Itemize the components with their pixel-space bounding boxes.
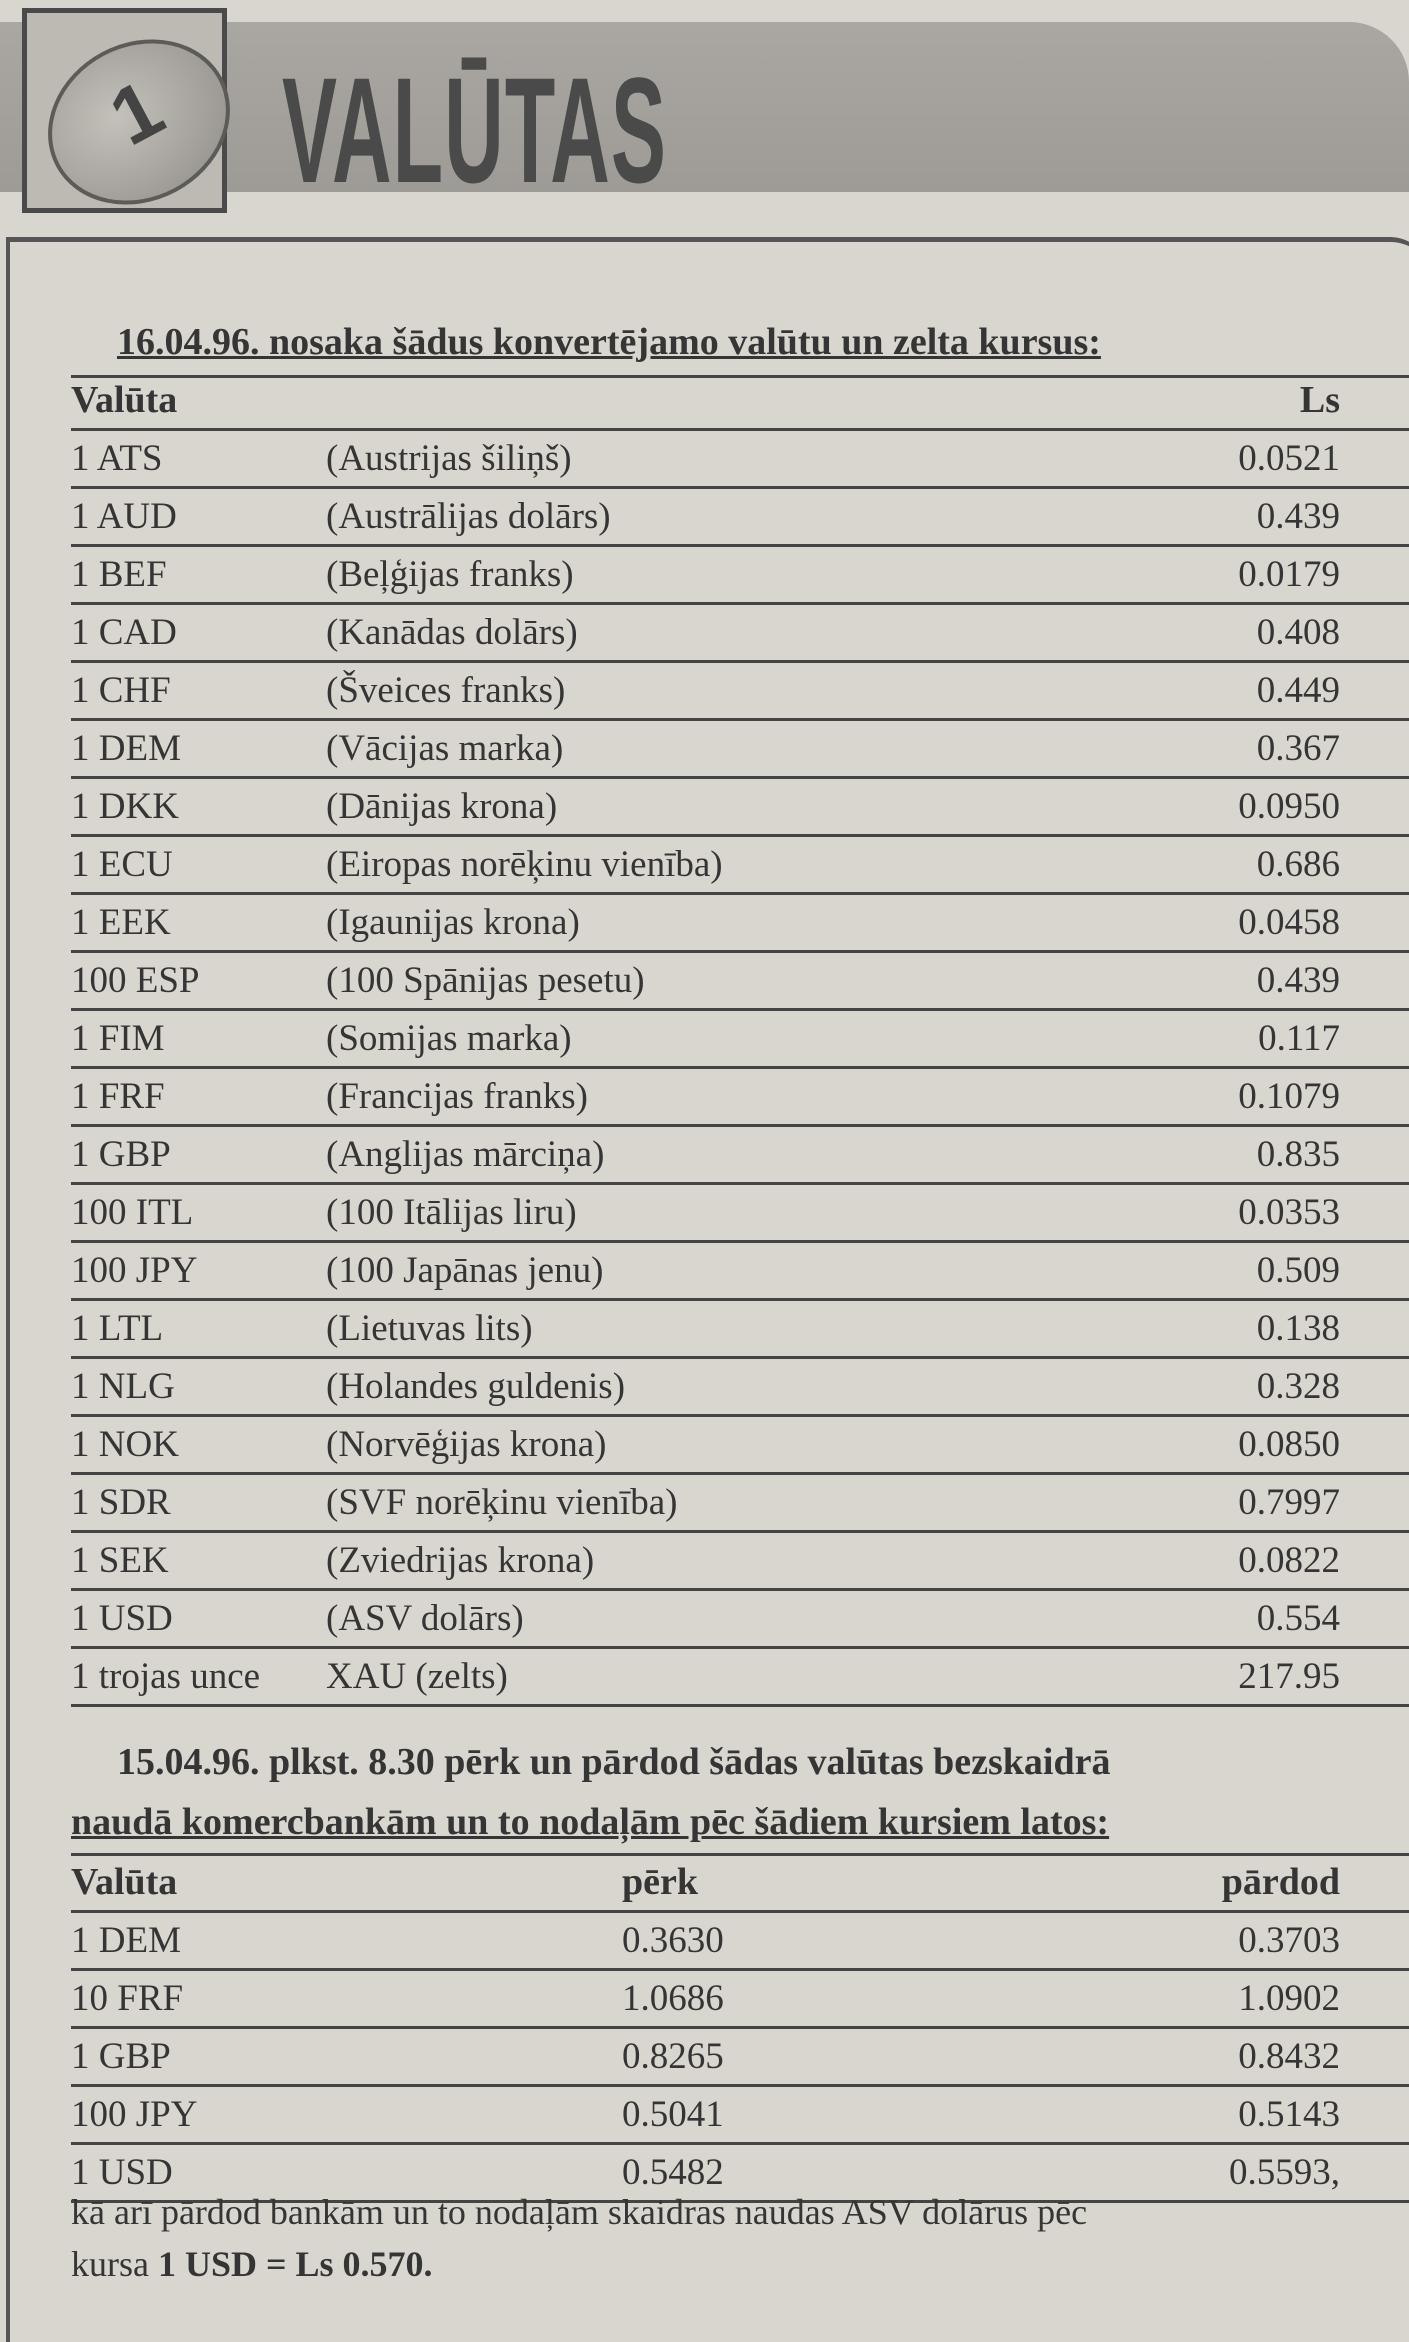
col-currency: Valūta [71, 379, 178, 421]
currency-name: (Somijas marka) [326, 1018, 572, 1059]
currency-rate: 0.7997 [1238, 1482, 1340, 1523]
currency-code: 1 DKK [71, 786, 179, 827]
currency-rate: 0.328 [1256, 1366, 1340, 1407]
coin-icon: 1 [19, 8, 259, 236]
buy-rate: 0.5482 [622, 2152, 724, 2193]
currency-code: 1 EEK [71, 902, 171, 943]
currency-code: 100 JPY [71, 2094, 198, 2135]
currency-code: 1 BEF [71, 554, 167, 595]
currency-code: 1 USD [71, 1598, 173, 1639]
currency-name: (Austrijas šiliņš) [326, 438, 572, 479]
currency-code: 100 ITL [71, 1192, 194, 1233]
currency-name: (Austrālijas dolārs) [326, 496, 611, 537]
currency-code: 1 ECU [71, 844, 173, 885]
currency-code: 1 NOK [71, 1424, 179, 1465]
sell-rate: 0.3703 [1238, 1920, 1340, 1961]
footer-line1: kā arī pārdod bankām un to nodaļām skaidras naudas ASV dolārus pēc [71, 2192, 1088, 2232]
currency-code: 1 GBP [71, 2036, 171, 2077]
currency-rate: 0.835 [1256, 1134, 1340, 1175]
currency-rate: 0.449 [1256, 670, 1340, 711]
currency-name: (Dānijas krona) [326, 786, 558, 827]
currency-name: (100 Japānas jenu) [326, 1250, 604, 1291]
currency-rate: 0.0850 [1238, 1424, 1340, 1465]
currency-code: 1 LTL [71, 1308, 164, 1349]
currency-code: 1 NLG [71, 1366, 175, 1407]
currency-code: 1 SEK [71, 1540, 169, 1581]
currency-name: (Eiropas norēķinu vienība) [326, 844, 723, 885]
col-sell: pārdod [1221, 1861, 1340, 1903]
currency-code: 1 CHF [71, 670, 171, 711]
currency-code: 1 DEM [71, 1920, 181, 1961]
currency-rate: 0.554 [1256, 1598, 1340, 1639]
currency-rate: 0.439 [1256, 960, 1340, 1001]
currency-code: 1 trojas unce [71, 1656, 261, 1697]
section2-title-line1: 15.04.96. plkst. 8.30 pērk un pārdod šādas valūtas bezskaidrā [117, 1741, 1111, 1783]
currency-rate: 0.1079 [1238, 1076, 1340, 1117]
currency-name: (Holandes guldenis) [326, 1366, 626, 1407]
currency-code: 1 FIM [71, 1018, 165, 1059]
currency-code: 1 DEM [71, 728, 181, 769]
row-divider [71, 1704, 1409, 1707]
currency-rate: 0.0822 [1238, 1540, 1340, 1581]
currency-rate: 0.0521 [1238, 438, 1340, 479]
currency-code: 1 FRF [71, 1076, 165, 1117]
currency-code: 1 CAD [71, 612, 177, 653]
currency-code: 1 GBP [71, 1134, 171, 1175]
currency-code: 100 JPY [71, 1250, 198, 1291]
currency-rate: 0.367 [1256, 728, 1340, 769]
currency-name: (SVF norēķinu vienība) [326, 1482, 678, 1523]
currency-name: (ASV dolārs) [326, 1598, 524, 1639]
coin-logo [22, 8, 227, 213]
currency-name: (Anglijas mārciņa) [326, 1134, 605, 1175]
currency-name: (Francijas franks) [326, 1076, 588, 1117]
currency-rate: 0.0458 [1238, 902, 1340, 943]
footer-line2: kursa 1 USD = Ls 0.570. [71, 2244, 433, 2284]
sell-rate: 1.0902 [1238, 1978, 1340, 2019]
currency-code: 1 ATS [71, 438, 163, 479]
currency-rate: 217.95 [1238, 1656, 1340, 1697]
currency-name: (Igaunijas krona) [326, 902, 580, 943]
currency-rate: 0.117 [1258, 1018, 1340, 1059]
currency-rate: 0.0353 [1238, 1192, 1340, 1233]
currency-rate: 0.0950 [1238, 786, 1340, 827]
currency-name: (Lietuvas lits) [326, 1308, 533, 1349]
currency-name: (Vācijas marka) [326, 728, 564, 769]
currency-name: XAU (zelts) [326, 1656, 508, 1697]
sell-rate: 0.8432 [1238, 2036, 1340, 2077]
currency-code: 1 AUD [71, 496, 177, 537]
currency-code: 1 SDR [71, 1482, 171, 1523]
currency-name: (Zviedrijas krona) [326, 1540, 595, 1581]
currency-rate: 0.686 [1256, 844, 1340, 885]
buy-rate: 0.3630 [622, 1920, 724, 1961]
section2-title-line2: naudā komercbankām un to nodaļām pēc šādiem kursiem latos: [71, 1801, 1110, 1843]
currency-code: 1 USD [71, 2152, 173, 2193]
buy-rate: 0.8265 [622, 2036, 724, 2077]
currency-code: 10 FRF [71, 1978, 184, 2019]
sell-rate: 0.5143 [1238, 2094, 1340, 2135]
currency-name: (Šveices franks) [326, 670, 566, 711]
buy-rate: 0.5041 [622, 2094, 724, 2135]
currency-name: (100 Spānijas pesetu) [326, 960, 645, 1001]
section1-title: 16.04.96. nosaka šādus konvertējamo valūtu un zelta kursus: [117, 321, 1101, 363]
currency-name: (Norvēģijas krona) [326, 1424, 607, 1465]
currency-name: (Beļģijas franks) [326, 554, 574, 595]
divider [71, 1853, 1409, 1856]
col-currency: Valūta [71, 1861, 178, 1903]
currency-rate: 0.509 [1256, 1250, 1340, 1291]
col-buy: pērk [622, 1861, 698, 1903]
currency-rate: 0.0179 [1238, 554, 1340, 595]
col-rate: Ls [1299, 379, 1340, 421]
sell-rate: 0.5593, [1229, 2152, 1340, 2193]
currency-name: (100 Itālijas liru) [326, 1192, 577, 1233]
currency-rate: 0.439 [1256, 496, 1340, 537]
currency-name: (Kanādas dolārs) [326, 612, 578, 653]
currency-rate: 0.138 [1256, 1308, 1340, 1349]
buy-rate: 1.0686 [622, 1978, 724, 2019]
currency-code: 100 ESP [71, 960, 200, 1001]
page-title: VALŪTAS [282, 46, 668, 214]
currency-rate: 0.408 [1256, 612, 1340, 653]
